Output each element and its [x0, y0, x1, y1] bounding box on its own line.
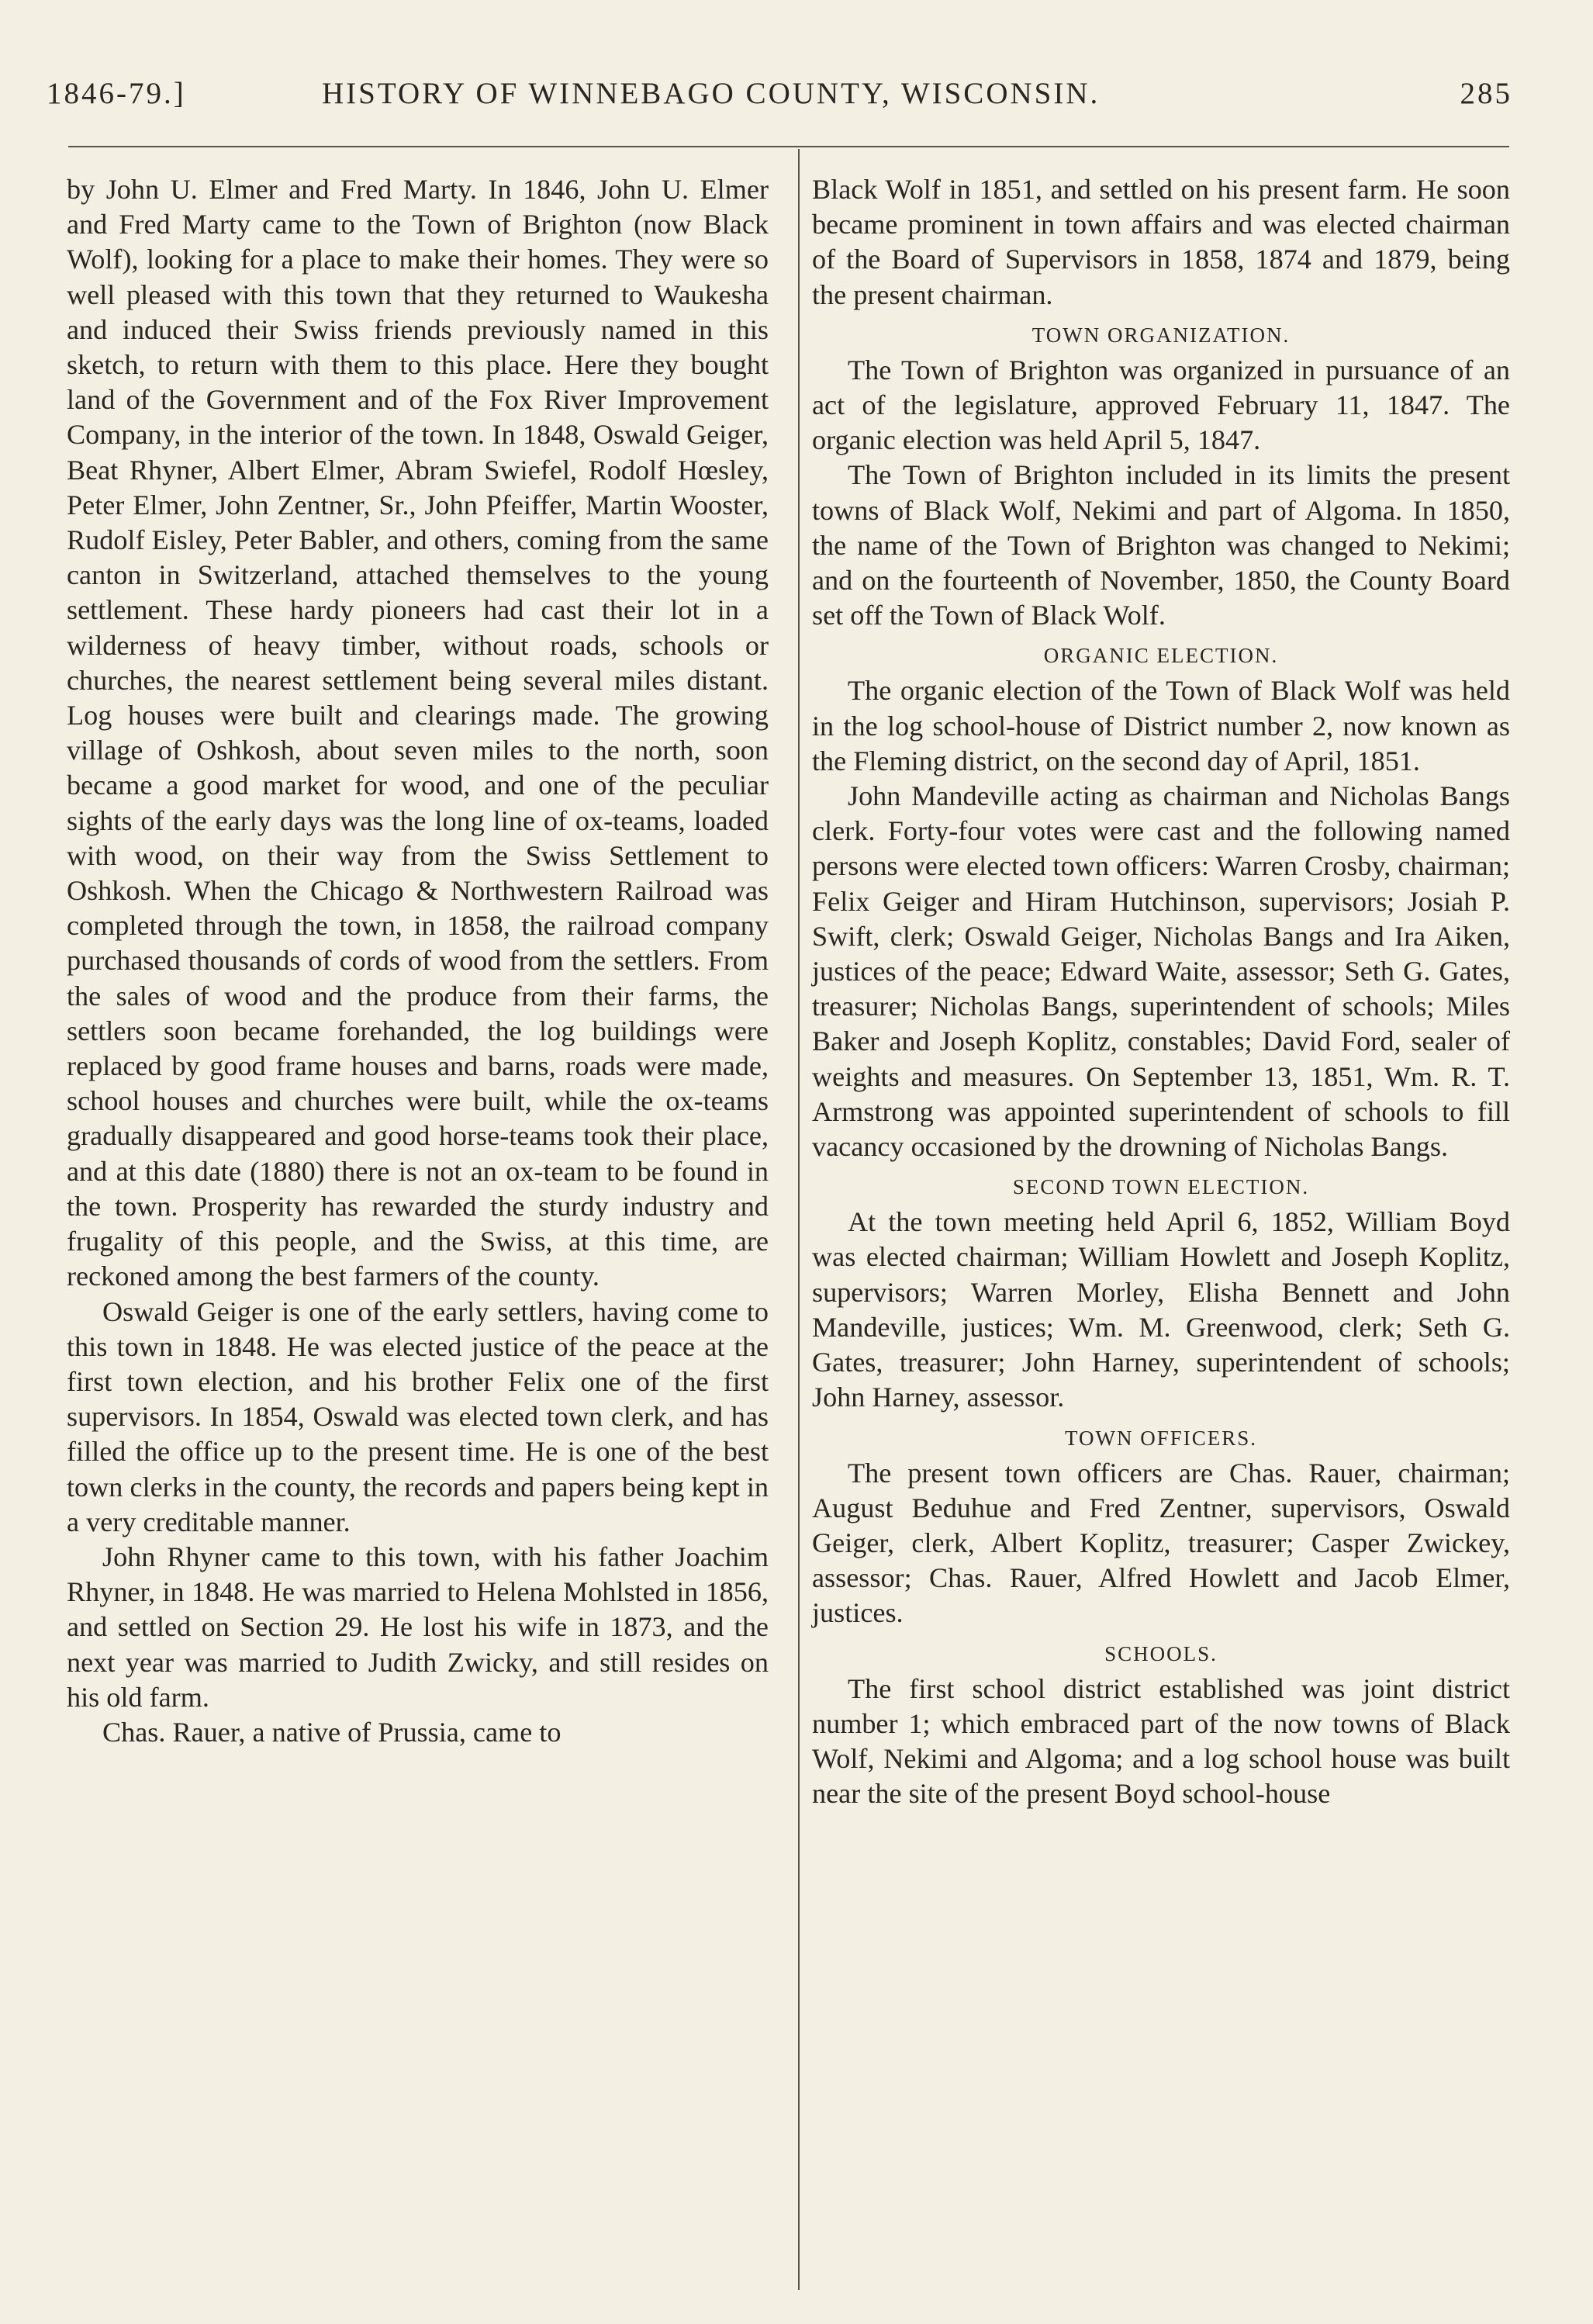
header-title: HISTORY OF WINNEBAGO COUNTY, WISCONSIN.: [322, 77, 1101, 110]
section-heading-town-officers: TOWN OFFICERS.: [1064, 1426, 1258, 1450]
section-heading-organic-election: ORGANIC ELECTION.: [1043, 644, 1279, 668]
paragraph-oswald-geiger: Oswald Geiger is one of the early settlers, having come to this town in 1848. He was elected justice of the peace at the first town election, and his brother Felix one of the first supervisors. In 1854, Oswald was elected town clerk, and has filled the office up to the present time. He is one of the best town clerks in the county, the records and papers being kept in a very creditable manner.: [67, 1295, 769, 1537]
paragraph-second-election: At the town meeting held April 6, 1852, William Boyd was elected chairman; William Howlett and Joseph Koplitz, supervisors; Warren Morley, Elisha Bennett and John Mandeville, justices; Wm. M. Greenwood, clerk; Seth G. Gates, treasurer; John Harney, superintendent of schools; John Harney, assessor.: [812, 1206, 1510, 1413]
paragraph-john-rhyner: John Rhyner came to this town, with his father Joachim Rhyner, in 1848. He was married to Helena Mohlsted in 1856, and settled on Section 29. He lost his wife in 1873, and the next year was married to Judith Zwicky, and still resides on his old farm.: [67, 1541, 769, 1713]
section-heading-town-organization: TOWN ORGANIZATION.: [1031, 323, 1291, 347]
paragraph-swiss-settlement: by John U. Elmer and Fred Marty. In 1846, John U. Elmer and Fred Marty came to the Town of Brighton (now Black Wolf), looking for a place to make their homes. They were so well pleased with this town that they returned to Waukesha and induced their Swiss friends previously named in this sketch, to return with them to this place. Here they bought land of the Government and of the Fox River Improvement Company, in the interior of the town. In 1848, Oswald Geiger, Beat Rhyner, Albert Elmer, Abram Swiefel, Rodolf Hœsley, Peter Elmer, John Zentner, Sr., John Pfeiffer, Martin Wooster, Rudolf Eisley, Peter Babler, and others, coming from the same canton in Switzerland, attached themselves to the young settlement. These hardy pioneers had cast their lot in a wilderness of heavy timber, without roads, schools or churches, the nearest settlement being several miles distant. Log houses were built and clearings made. The growing village of Oshkosh, about seven miles to the north, soon became a good market for wood, and one of the peculiar sights of the early days was the long line of ox-teams, loaded with wood, on their way from the Swiss Settlement to Oshkosh. When the Chicago & Northwestern Railroad was completed through the town, in 1858, the railroad company purchased thousands of cords of wood from the settlers. From the sales of wood and the produce from their farms, the settlers soon became forehanded, the log buildings were replaced by good frame houses and barns, roads were made, school houses and churches were built, while the ox-teams gradually disappeared and good horse-teams took their place, and at this date (1880) there is not an ox-team to be found in the town. Prosperity has rewarded the sturdy industry and frugality of this people, and the Swiss, at this time, are reckoned among the best farmers of the county.: [67, 174, 769, 1292]
paragraph-chas-rauer: Chas. Rauer, a native of Prussia, came to: [102, 1716, 562, 1748]
section-heading-schools: SCHOOLS.: [1104, 1641, 1218, 1665]
paragraph-rauer-continued: Black Wolf in 1851, and settled on his present farm. He soon became prominent in town affairs and was elected chairman of the Board of Supervisors in 1858, 1874 and 1879, being the present chairman.: [812, 174, 1510, 310]
column-divider: [798, 149, 800, 2290]
running-head: [47, 76, 1512, 130]
paragraph-brighton-limits: The Town of Brighton included in its limits the present towns of Black Wolf, Nekimi and part of Algoma. In 1850, the name of the Town of Brighton was changed to Nekimi; and on the fourteenth of November, 1850, the County Board set off the Town of Black Wolf.: [812, 459, 1510, 631]
left-column: [67, 172, 769, 1750]
paragraph-town-officers: The present town officers are Chas. Rauer, chairman; August Beduhue and Fred Zentner, supervisors, Oswald Geiger, clerk, Albert Koplitz, treasurer; Casper Zwickey, assessor; Chas. Rauer, Alfred Howlett and Jacob Elmer, justices.: [812, 1457, 1510, 1629]
section-heading-second-election: SECOND TOWN ELECTION.: [1012, 1175, 1310, 1199]
header-years: 1846-79.]: [47, 77, 186, 110]
paragraph-schools: The first school district established was joint district number 1; which embraced part of the now towns of Black Wolf, Nekimi and Algoma; and a log school house was built near the site of the present Boyd school-house: [812, 1672, 1510, 1810]
paragraph-elected-officers: John Mandeville acting as chairman and Nicholas Bangs clerk. Forty-four votes were cast and the following named persons were elected town officers: Warren Crosby, chairman; Felix Geiger and Hiram Hutchinson, supervisors; Josiah P. Swift, clerk; Oswald Geiger, Nicholas Bangs and Ira Aiken, justices of the peace; Edward Waite, assessor; Seth G. Gates, treasurer; Nicholas Bangs, superintendent of schools; Miles Baker and Joseph Koplitz, constables; David Ford, sealer of weights and measures. On September 13, 1851, Wm. R. T. Armstrong was appointed superintendent of schools to fill vacancy occasioned by the drowning of Nicholas Bangs.: [812, 780, 1510, 1163]
paragraph-organization-act: The Town of Brighton was organized in pursuance of an act of the legislature, approved February 11, 1847. The organic election was held April 5, 1847.: [812, 354, 1510, 456]
right-column: [812, 172, 1510, 1811]
page-number: 285: [1460, 77, 1512, 110]
header-rule: [68, 146, 1509, 147]
paragraph-organic-election: The organic election of the Town of Black Wolf was held in the log school-house of District number 2, now known as the Fleming district, on the second day of April, 1851.: [812, 675, 1510, 776]
